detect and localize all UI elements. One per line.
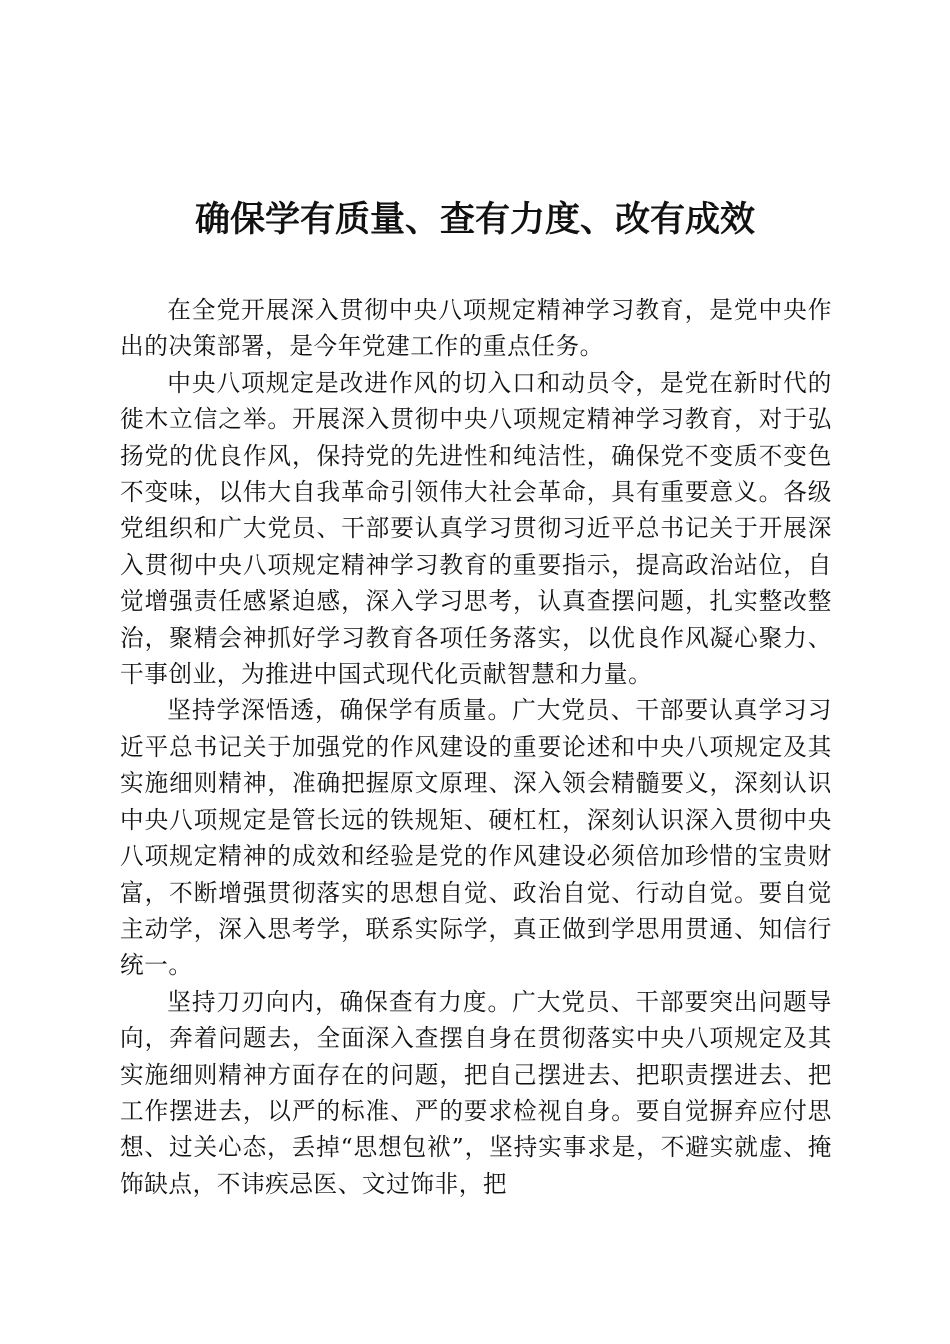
paragraph-1: 在全党开展深入贯彻中央八项规定精神学习教育，是党中央作出的决策部署，是今年党建工作的重点任务。	[120, 296, 832, 361]
paragraph-4: 坚持刀刃向内，确保查有力度。广大党员、干部要突出问题导向，奔着问题去，全面深入查摆自身在贯彻落实中央八项规定及其实施细则精神方面存在的问题，把自己摆进去、把职责摆进去、把工作摆进去，以严的标准、严的要求检视自身。要自觉摒弃应付思想、过关心态，丢掉“思想包袱”，坚持实事求是，不避实就虚、掩饰缺点，不讳疾忌医、文过饰非，把	[120, 987, 832, 1198]
paragraph-3: 坚持学深悟透，确保学有质量。广大党员、干部要认真学习习近平总书记关于加强党的作风建设的重要论述和中央八项规定及其实施细则精神，准确把握原文原理、深入领会精髓要义，深刻认识中央八项规定是管长远的铁规矩、硬杠杠，深刻认识深入贯彻中央八项规定精神的成效和经验是党的作风建设必须倍加珍惜的宝贵财富，不断增强贯彻落实的思想自觉、政治自觉、行动自觉。要自觉主动学，深入思考学，联系实际学，真正做到学思用贯通、知信行统一。	[120, 696, 832, 980]
document-body	[120, 292, 832, 1202]
document-title: 确保学有质量、查有力度、改有成效	[194, 199, 755, 240]
paragraph-2: 中央八项规定是改进作风的切入口和动员令，是党在新时代的徙木立信之举。开展深入贯彻中央八项规定精神学习教育，对于弘扬党的优良作风，保持党的先进性和纯洁性，确保党不变质不变色不变味，以伟大自我革命引领伟大社会革命，具有重要意义。各级党组织和广大党员、干部要认真学习贯彻习近平总书记关于开展深入贯彻中央八项规定精神学习教育的重要指示，提高政治站位，自觉增强责任感紧迫感，深入学习思考，认真查摆问题，扎实整改整治，聚精会神抓好学习教育各项任务落实，以优良作风凝心聚力、干事创业，为推进中国式现代化贡献智慧和力量。	[120, 368, 832, 689]
